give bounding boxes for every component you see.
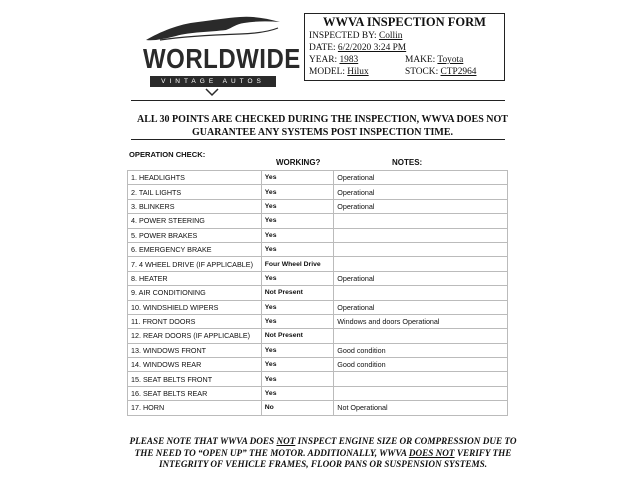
disclaimer-emphasis: NOT xyxy=(276,436,296,446)
check-working-value: Yes xyxy=(261,314,334,328)
check-working-value: No xyxy=(261,401,334,415)
inspection-form-header xyxy=(304,13,505,81)
check-item-label: 8. HEATER xyxy=(128,271,262,285)
table-row xyxy=(128,372,508,386)
check-working-value: Yes xyxy=(261,199,334,213)
model-value: Hilux xyxy=(347,67,369,77)
notice-line-2: GUARANTEE ANY SYSTEMS POST INSPECTION TIME. xyxy=(192,127,453,138)
disclaimer-emphasis: DOES NOT xyxy=(408,447,455,458)
table-row xyxy=(128,358,508,372)
inspected-by-label: INSPECTED BY: xyxy=(309,31,377,41)
stock-row xyxy=(405,67,476,79)
logo-ornament-icon xyxy=(140,87,285,99)
form-title: WWVA INSPECTION FORM xyxy=(323,15,486,29)
make-row xyxy=(405,55,463,67)
check-working-value: Yes xyxy=(261,343,334,357)
check-item-label: 4. POWER STEERING xyxy=(128,214,262,228)
disclaimer-text: THE NEED TO “OPEN UP” THE MOTOR. ADDITIONALLY, WWVA xyxy=(134,447,409,458)
check-notes-value xyxy=(334,386,508,400)
table-row xyxy=(128,343,508,357)
check-working-value: Not Present xyxy=(261,286,334,300)
operation-check-label: OPERATION CHECK: xyxy=(129,150,206,159)
company-logo xyxy=(140,10,301,90)
check-item-label: 2. TAIL LIGHTS xyxy=(128,185,262,199)
check-item-label: 7. 4 WHEEL DRIVE (IF APPLICABLE) xyxy=(128,257,262,271)
disclaimer-text: INSPECT ENGINE SIZE OR COMPRESSION DUE TO xyxy=(295,436,517,446)
disclaimer xyxy=(126,436,520,471)
disclaimer-line-1 xyxy=(126,436,520,448)
table-row xyxy=(128,401,508,415)
check-notes-value: Windows and doors Operational xyxy=(334,314,508,328)
year-label: YEAR: xyxy=(309,55,338,65)
check-notes-value: Good condition xyxy=(334,358,508,372)
disclaimer-line-2 xyxy=(126,448,520,460)
notice-line-1: ALL 30 POINTS ARE CHECKED DURING THE INSPECTION, WWVA DOES NOT xyxy=(137,114,508,125)
check-notes-value: Good condition xyxy=(334,343,508,357)
check-working-value: Yes xyxy=(261,242,334,256)
check-item-label: 14. WINDOWS REAR xyxy=(128,358,262,372)
check-working-value: Yes xyxy=(261,386,334,400)
check-working-value: Yes xyxy=(261,300,334,314)
make-label: MAKE: xyxy=(405,55,436,65)
model-row xyxy=(309,67,369,79)
check-notes-value: Not Operational xyxy=(334,401,508,415)
year-value: 1983 xyxy=(339,55,359,65)
check-notes-value xyxy=(334,214,508,228)
inspected-by-row xyxy=(309,31,402,43)
table-row xyxy=(128,286,508,300)
date-row xyxy=(309,43,406,55)
operation-check-rows xyxy=(128,171,508,416)
check-notes-value xyxy=(334,257,508,271)
check-working-value: Yes xyxy=(261,185,334,199)
check-item-label: 10. WINDSHIELD WIPERS xyxy=(128,300,262,314)
check-notes-value: Operational xyxy=(334,300,508,314)
check-item-label: 6. EMERGENCY BRAKE xyxy=(128,242,262,256)
check-notes-value xyxy=(334,228,508,242)
inspected-by-value: Collin xyxy=(378,31,403,41)
table-row xyxy=(128,171,508,185)
check-item-label: 5. POWER BRAKES xyxy=(128,228,262,242)
operation-check-table xyxy=(127,170,508,416)
stock-label: STOCK: xyxy=(405,67,439,77)
check-notes-value: Operational xyxy=(334,171,508,185)
table-row xyxy=(128,185,508,199)
check-notes-value xyxy=(334,286,508,300)
date-label: DATE: xyxy=(309,43,336,53)
check-item-label: 11. FRONT DOORS xyxy=(128,314,262,328)
check-working-value: Four Wheel Drive xyxy=(261,257,334,271)
check-item-label: 17. HORN xyxy=(128,401,262,415)
check-working-value: Yes xyxy=(261,214,334,228)
check-notes-value xyxy=(334,329,508,343)
table-row xyxy=(128,271,508,285)
table-row xyxy=(128,214,508,228)
check-working-value: Not Present xyxy=(261,329,334,343)
check-working-value: Yes xyxy=(261,358,334,372)
disclaimer-text: VERIFY THE xyxy=(454,447,512,458)
check-working-value: Yes xyxy=(261,271,334,285)
make-value: Toyota xyxy=(437,55,464,65)
table-row xyxy=(128,257,508,271)
inspection-notice xyxy=(125,113,520,139)
logo-subtitle: VINTAGE AUTOS xyxy=(150,76,276,87)
check-item-label: 15. SEAT BELTS FRONT xyxy=(128,372,262,386)
date-value: 6/2/2020 3:24 PM xyxy=(337,43,407,53)
check-item-label: 16. SEAT BELTS REAR xyxy=(128,386,262,400)
table-row xyxy=(128,199,508,213)
header-divider xyxy=(131,100,505,101)
disclaimer-text: PLEASE NOTE THAT WWVA DOES xyxy=(129,436,277,446)
stock-value: CTP2964 xyxy=(440,67,477,77)
table-row xyxy=(128,329,508,343)
check-notes-value: Operational xyxy=(334,199,508,213)
check-notes-value: Operational xyxy=(334,271,508,285)
year-row xyxy=(309,55,358,67)
check-working-value: Yes xyxy=(261,372,334,386)
check-item-label: 3. BLINKERS xyxy=(128,199,262,213)
check-notes-value xyxy=(334,242,508,256)
model-label: MODEL: xyxy=(309,67,345,77)
logo-wordmark: WORLDWIDE xyxy=(143,43,301,75)
table-row xyxy=(128,300,508,314)
check-item-label: 13. WINDOWS FRONT xyxy=(128,343,262,357)
check-item-label: 12. REAR DOORS (IF APPLICABLE) xyxy=(128,329,262,343)
table-row xyxy=(128,314,508,328)
notes-column-header: NOTES: xyxy=(392,158,423,167)
working-column-header: WORKING? xyxy=(276,158,321,167)
check-working-value: Yes xyxy=(261,228,334,242)
disclaimer-line-3: INTEGRITY OF VEHICLE FRAMES, FLOOR PANS OR SUSPENSION SYSTEMS. xyxy=(158,459,488,469)
notice-divider xyxy=(131,139,505,140)
table-row xyxy=(128,228,508,242)
check-item-label: 1. HEADLIGHTS xyxy=(128,171,262,185)
check-working-value: Yes xyxy=(261,171,334,185)
table-row xyxy=(128,242,508,256)
check-notes-value: Operational xyxy=(334,185,508,199)
table-row xyxy=(128,386,508,400)
check-item-label: 9. AIR CONDITIONING xyxy=(128,286,262,300)
check-notes-value xyxy=(334,372,508,386)
